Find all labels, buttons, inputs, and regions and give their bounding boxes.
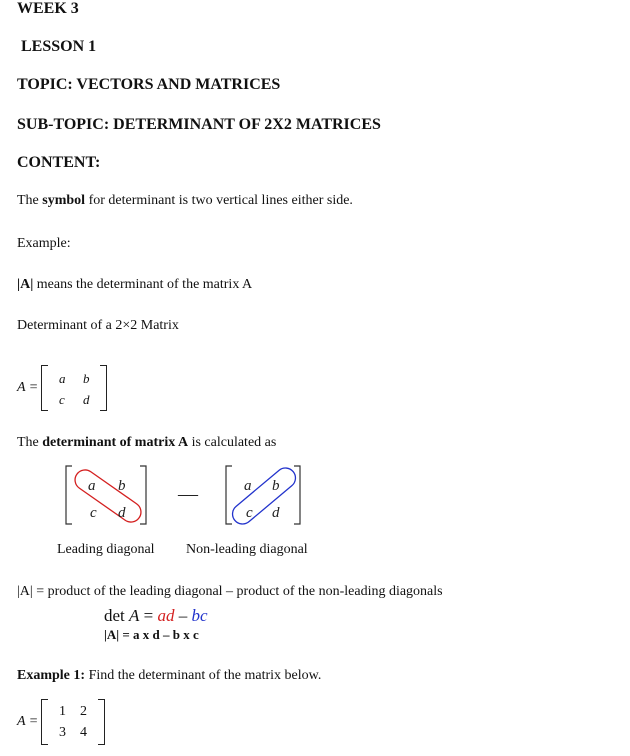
diagram-left-a: a: [88, 478, 96, 494]
formula-ad: ad: [157, 606, 175, 625]
abs-bold: |A|: [17, 277, 34, 292]
matrix1-lhs: A =: [17, 380, 39, 395]
diagram-right-matrix-bracket-l: [226, 466, 232, 524]
calc-paragraph: [17, 435, 276, 451]
lesson-heading: LESSON 1: [21, 38, 97, 55]
matrix1-c: c: [59, 392, 65, 407]
calc-bold: determinant of matrix A: [42, 435, 189, 450]
formula-bc: bc: [191, 606, 208, 625]
formula-det: det: [104, 606, 125, 625]
diagram-right-b: b: [272, 478, 280, 494]
det-2x2-label: Determinant of a 2×2 Matrix: [17, 318, 179, 333]
det-formula: [104, 606, 208, 626]
diagram-left-d: d: [118, 505, 126, 521]
example1-post: Find the determinant of the matrix below.: [85, 668, 322, 683]
diagram-left-b: b: [118, 478, 126, 494]
non-leading-diagonal-loop: [228, 464, 299, 528]
matrix2-r2c2: 4: [80, 725, 87, 740]
matrix-a-symbolic: [14, 362, 124, 416]
matrix2-right-bracket: [98, 699, 105, 745]
symbol-post: for determinant is two vertical lines either side.: [85, 193, 353, 208]
matrix2-r1c2: 2: [80, 704, 87, 719]
product-paragraph: |A| = product of the leading diagonal – product of the non-leading diagonals: [17, 584, 443, 599]
symbol-pre: The: [17, 193, 43, 208]
diagram-right-d: d: [272, 505, 280, 521]
diagram-right-a: a: [244, 478, 252, 494]
symbol-paragraph: [17, 193, 353, 209]
abs-paragraph: [17, 277, 252, 293]
formula-minus: –: [178, 606, 188, 625]
example-label: Example:: [17, 236, 71, 251]
diagonal-diagram: [60, 460, 320, 532]
calc-pre: The: [17, 435, 43, 450]
calc-post: is calculated as: [188, 435, 277, 450]
matrix1-left-bracket: [41, 365, 48, 411]
formula-eq: =: [143, 606, 154, 625]
symbol-bold: symbol: [42, 193, 86, 208]
abs-post: means the determinant of the matrix A: [33, 277, 253, 292]
example1-bold: Example 1:: [17, 668, 86, 683]
matrix1-b: b: [83, 371, 90, 386]
matrix2-r2c1: 3: [59, 725, 66, 740]
content-heading: CONTENT:: [17, 154, 101, 171]
matrix-a-numeric: [14, 696, 124, 750]
diagram-right-c: c: [246, 505, 253, 521]
example1-paragraph: [17, 668, 321, 684]
det-formula-expanded: |A| = a x d – b x c: [104, 627, 199, 642]
diagram-left-matrix-bracket-l: [66, 466, 72, 524]
week-heading: WEEK 3: [17, 0, 79, 17]
matrix1-a: a: [59, 371, 66, 386]
matrix2-r1c1: 1: [59, 704, 66, 719]
matrix1-d: d: [83, 392, 90, 407]
diagram-left-c: c: [90, 505, 97, 521]
matrix1-right-bracket: [100, 365, 107, 411]
topic-heading: TOPIC: VECTORS AND MATRICES: [17, 76, 281, 93]
matrix2-left-bracket: [41, 699, 48, 745]
non-leading-diagonal-label: Non-leading diagonal: [186, 542, 308, 557]
leading-diagonal-loop: [71, 466, 145, 526]
formula-a: A: [129, 606, 140, 625]
diagram-minus: —: [178, 483, 198, 505]
subtopic-heading: SUB-TOPIC: DETERMINANT OF 2X2 MATRICES: [17, 116, 381, 133]
matrix2-lhs: A =: [17, 714, 39, 729]
leading-diagonal-label: Leading diagonal: [57, 542, 155, 557]
